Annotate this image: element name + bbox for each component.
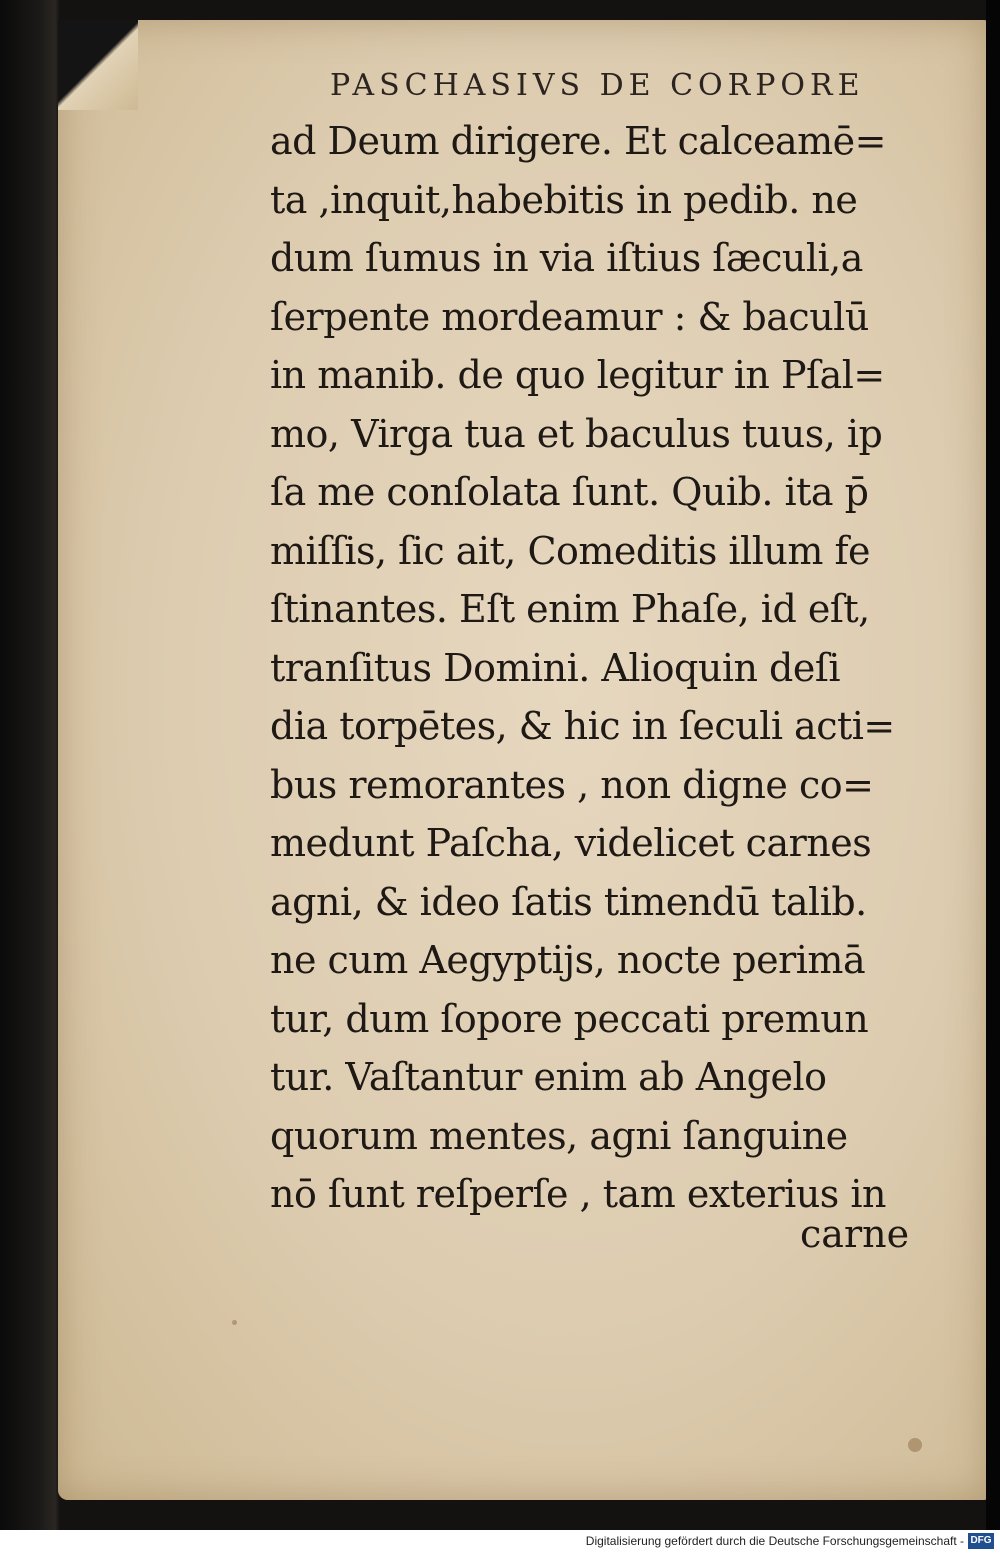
folded-corner <box>58 20 138 110</box>
text-line: nō ſunt reſperſe , tam exterius in <box>270 1172 886 1216</box>
text-line: in manib. de quo legitur in Pſal= <box>270 353 885 397</box>
page-edge-shadow <box>986 0 1000 1530</box>
text-line: ne cum Aegyptijs, nocte perimā <box>270 938 866 982</box>
text-line: dum ſumus in via iſtius ſæculi,a <box>270 236 863 280</box>
running-head: PASCHASIVS DE CORPORE <box>330 68 865 103</box>
text-line: ta ,inquit,habebitis in pedib. ne <box>270 177 858 222</box>
text-line: ad Deum dirigere. Et calceamē= <box>270 119 886 163</box>
text-line: tranſitus Domini. Alioquin deſi <box>270 645 841 690</box>
text-line: ſerpente mordeamur : & baculū <box>270 294 869 339</box>
text-line: mo, Virga tua et baculus tuus, ip <box>270 411 883 456</box>
text-line: miſſis, ſic ait, Comeditis illum fe <box>270 528 870 573</box>
catchword: carne <box>800 1212 910 1256</box>
dfg-logo: DFG <box>968 1533 994 1549</box>
text-line: tur, dum ſopore peccati premun <box>270 996 869 1041</box>
text-line: tur. Vaſtantur enim ab Angelo <box>270 1055 827 1099</box>
ink-stain <box>908 1438 922 1452</box>
text-line: medunt Paſcha, videlicet carnes <box>270 821 872 865</box>
text-line: agni, & ideo ſatis timendū talib. <box>270 879 867 924</box>
text-line: ſtinantes. Eſt enim Phaſe, id eſt, <box>270 587 870 631</box>
text-line: bus remorantes , non digne co= <box>270 762 874 807</box>
text-line: dia torpētes, & hic in ſeculi acti= <box>270 704 895 748</box>
text-line: ſa me conſolata ſunt. Quib. ita p̄ <box>270 470 869 514</box>
ink-speck <box>232 1320 237 1325</box>
funding-credit: Digitalisierung gefördert durch die Deutsche Forschungsgemeinschaft - <box>585 1534 964 1548</box>
text-line: quorum mentes, agni ſanguine <box>270 1113 848 1158</box>
text-block <box>270 112 930 1224</box>
